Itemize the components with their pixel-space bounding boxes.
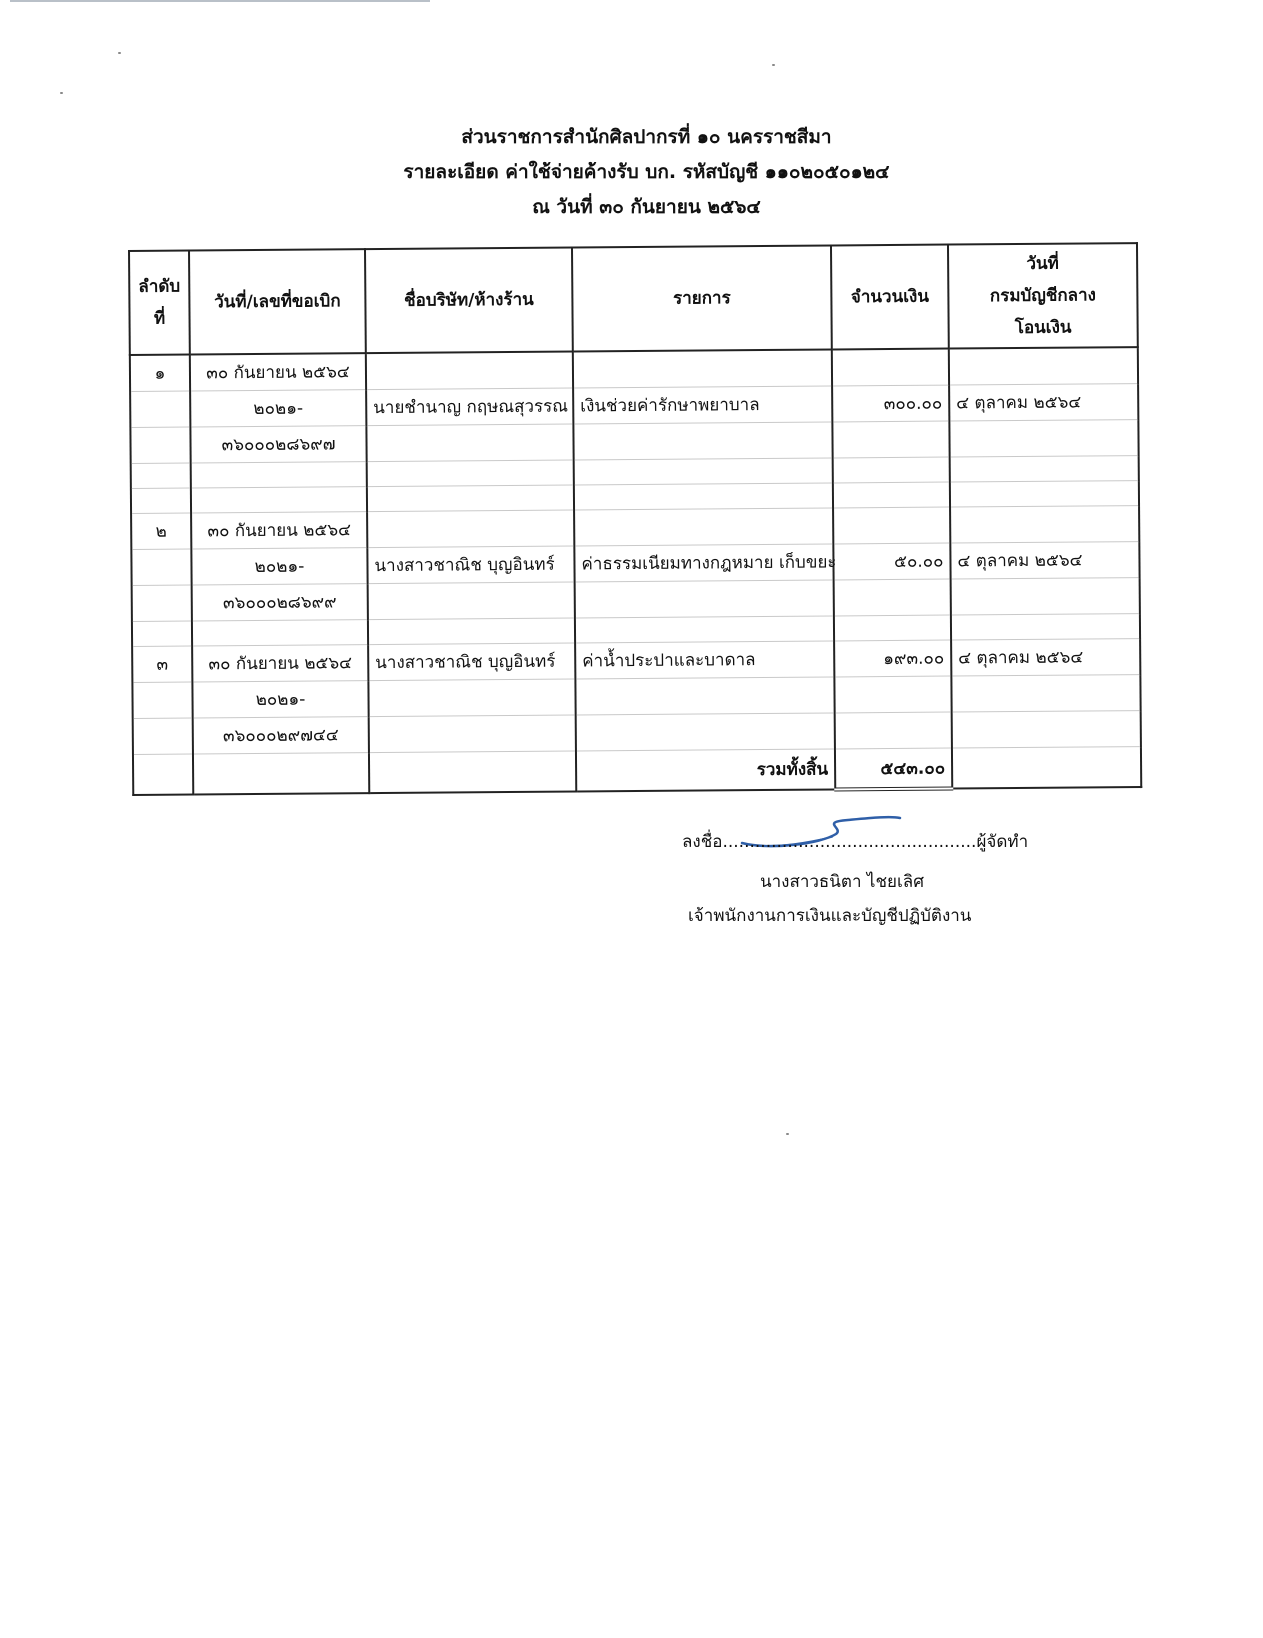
empty-cell xyxy=(950,481,1139,507)
sign-role: ผู้จัดทำ xyxy=(976,832,1029,852)
empty-cell xyxy=(130,391,190,427)
empty-cell xyxy=(133,754,193,795)
header-agency: ส่วนราชการสำนักศิลปากรที่ ๑๐ นครราชสีมา xyxy=(461,126,832,148)
row-amount: ๓๐๐.๐๐ xyxy=(832,385,949,422)
empty-cell xyxy=(131,549,191,585)
scan-speck xyxy=(118,52,121,54)
row-transfer-date: ๔ ตุลาคม ๒๕๖๔ xyxy=(949,384,1138,421)
expense-table xyxy=(128,242,1142,797)
empty-cell xyxy=(368,618,575,645)
header-date: ณ วันที่ ๓๐ กันยายน ๒๕๖๔ xyxy=(532,196,761,218)
empty-cell xyxy=(832,349,949,386)
empty-cell xyxy=(576,713,835,751)
empty-cell xyxy=(368,679,575,717)
empty-cell xyxy=(834,676,951,713)
empty-cell xyxy=(132,585,192,621)
column-header-amount: จำนวนเงิน xyxy=(831,245,949,350)
row-date: ๓๐ กันยายน ๒๕๖๔ xyxy=(192,645,368,682)
scan-artifact xyxy=(10,0,430,2)
column-header-transfer-line: โอนเงิน xyxy=(1014,317,1072,339)
column-header-transfer-line: วันที่ xyxy=(1026,253,1059,274)
table-header-row xyxy=(129,243,1138,355)
empty-cell xyxy=(132,682,192,718)
row-date: ๓๐ กันยายน ๒๕๖๔ xyxy=(190,353,366,391)
row-item: ค่าธรรมเนียมทางกฎหมาย เก็บขยะ xyxy=(574,544,833,582)
row-item: ค่าน้ำประปาและบาดาล xyxy=(575,641,834,679)
empty-cell xyxy=(833,507,950,544)
total-row xyxy=(133,747,1141,795)
empty-cell xyxy=(367,485,574,512)
signature-line xyxy=(682,828,1028,855)
row-transfer-date: ๔ ตุลาคม ๒๕๖๔ xyxy=(950,542,1139,579)
empty-cell xyxy=(366,424,573,462)
row-vendor: นางสาวชาณิช บุญอินทร์ xyxy=(368,643,575,681)
row-doc-number-part1: ๒๐๒๑- xyxy=(192,681,368,718)
row-doc-number-part2: ๓๖๐๐๐๒๘๖๙๙ xyxy=(192,584,368,621)
empty-cell xyxy=(369,715,576,753)
empty-cell xyxy=(366,352,573,390)
empty-cell xyxy=(132,621,192,646)
empty-cell xyxy=(952,747,1141,789)
column-header-no-line: ที่ xyxy=(153,308,166,329)
row-doc-number-part2: ๓๖๐๐๐๒๘๖๙๗ xyxy=(190,426,366,463)
empty-cell xyxy=(192,620,368,646)
row-vendor: นางสาวชาณิช บุญอินทร์ xyxy=(367,546,574,584)
total-amount: ๕๔๓.๐๐ xyxy=(835,748,952,789)
column-header-no-line: ลำดับ xyxy=(138,276,181,297)
empty-cell xyxy=(191,462,367,488)
empty-cell xyxy=(367,460,574,487)
empty-cell xyxy=(833,457,950,483)
empty-cell xyxy=(193,753,369,795)
total-label: รวมทั้งสิ้น xyxy=(576,749,835,792)
signature-dots: ............................................... xyxy=(722,832,977,852)
row-vendor: นายชำนาญ กฤษณสุวรรณ xyxy=(366,388,573,426)
row-doc-number-part2: ๓๖๐๐๐๒๙๗๔๔ xyxy=(193,717,369,754)
empty-cell xyxy=(369,751,576,793)
empty-cell xyxy=(133,718,193,754)
empty-cell xyxy=(131,488,191,513)
row-amount: ๕๐.๐๐ xyxy=(833,543,950,580)
row-date: ๓๐ กันยายน ๒๕๖๔ xyxy=(191,512,367,549)
empty-cell xyxy=(575,677,834,715)
column-header-transfer-line: กรมบัญชีกลาง xyxy=(989,285,1096,307)
empty-cell xyxy=(950,506,1139,543)
empty-cell xyxy=(832,421,949,458)
sign-prefix: ลงชื่อ xyxy=(682,832,723,852)
column-header-item: รายการ xyxy=(572,245,832,351)
empty-cell xyxy=(949,347,1138,385)
scan-speck xyxy=(60,92,63,94)
row-item: เงินช่วยค่ารักษาพยาบาล xyxy=(573,386,832,424)
empty-cell xyxy=(950,456,1139,482)
empty-cell xyxy=(367,510,574,548)
row-number: ๒ xyxy=(131,513,191,549)
empty-cell xyxy=(951,675,1140,712)
empty-cell xyxy=(952,711,1141,748)
empty-cell xyxy=(575,580,834,618)
empty-cell xyxy=(131,463,191,488)
empty-cell xyxy=(368,582,575,620)
column-header-no xyxy=(129,251,190,355)
column-header-date: วันที่/เลขที่ขอเบิก xyxy=(189,249,366,354)
empty-cell xyxy=(834,579,951,616)
empty-cell xyxy=(949,420,1138,457)
empty-cell xyxy=(575,616,834,643)
header-title: รายละเอียด ค่าใช้จ่ายค้างรับ บก. รหัสบัญชี ๑๑๐๒๐๕๐๑๒๔ xyxy=(403,161,890,183)
row-number: ๓ xyxy=(132,646,192,682)
empty-cell xyxy=(951,578,1140,615)
row-doc-number-part1: ๒๐๒๑- xyxy=(190,390,366,427)
empty-cell xyxy=(130,427,190,463)
empty-cell xyxy=(951,614,1140,640)
empty-cell xyxy=(834,615,951,641)
empty-cell xyxy=(191,487,367,513)
empty-cell xyxy=(835,712,952,749)
column-header-transfer-date xyxy=(948,243,1138,348)
empty-cell xyxy=(574,483,833,510)
empty-cell xyxy=(833,482,950,508)
scan-speck xyxy=(772,64,775,66)
column-header-vendor: ชื่อบริษัท/ห้างร้าน xyxy=(365,248,573,354)
signer-position: เจ้าพนักงานการเงินและบัญชีปฏิบัติงาน xyxy=(688,906,972,926)
empty-cell xyxy=(574,508,833,546)
signer-name: นางสาวธนิตา ไชยเลิศ xyxy=(760,872,924,892)
empty-cell xyxy=(573,349,832,388)
empty-cell xyxy=(573,422,832,460)
row-doc-number-part1: ๒๐๒๑- xyxy=(191,548,367,585)
empty-cell xyxy=(574,458,833,485)
row-number: ๑ xyxy=(130,355,190,392)
row-transfer-date: ๔ ตุลาคม ๒๕๖๔ xyxy=(951,639,1140,676)
scan-speck xyxy=(786,1133,789,1135)
row-amount: ๑๙๓.๐๐ xyxy=(834,640,951,677)
